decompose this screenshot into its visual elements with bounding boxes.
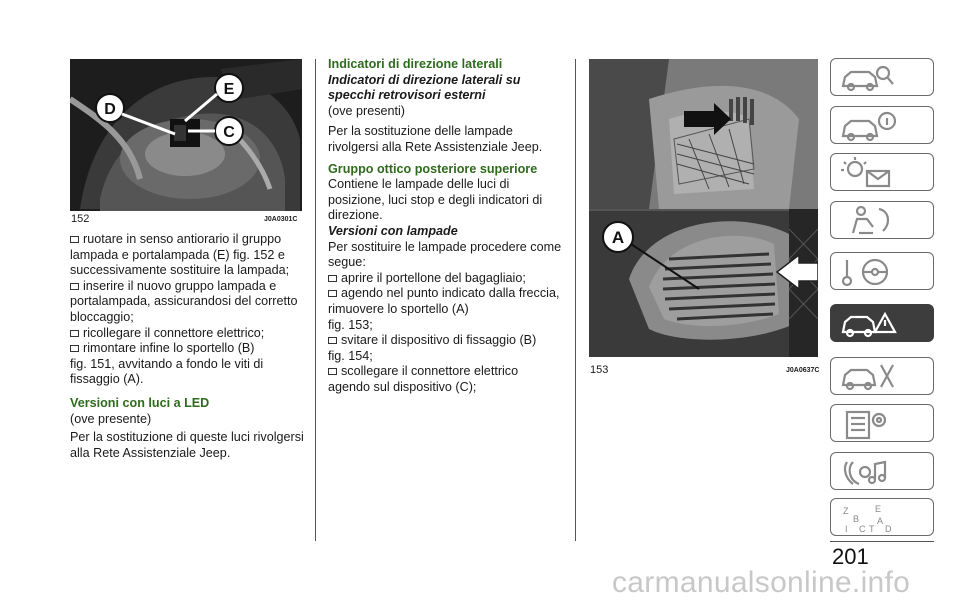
warning-lights-icon [839, 157, 899, 189]
column-1 [70, 232, 304, 467]
steering-wheel-icon [839, 256, 899, 288]
bullet-icon [328, 275, 337, 282]
column-divider-1 [315, 59, 316, 541]
list-item: ruotare in senso antiorario il gruppo lampada e portalampada (E) fig. 152 e successivamente sostituire la lampada; [70, 232, 290, 278]
list-item-continuation: fig. 154; [328, 348, 373, 363]
svg-text:A: A [877, 516, 884, 526]
airbag-seat-icon [839, 205, 899, 237]
svg-text:E: E [875, 504, 882, 514]
bullet-icon [328, 337, 337, 344]
nav-tab-multimedia[interactable] [830, 452, 934, 490]
svg-text:D: D [885, 524, 892, 534]
bullet-icon [70, 345, 79, 352]
list-item: svitare il dispositivo di fissaggio (B) [328, 333, 562, 349]
list-item-continuation: fig. 151, avvitando a fondo le viti di fissaggio (A). [70, 356, 264, 387]
nav-tab-emergency[interactable] [830, 304, 934, 342]
section-heading-led: Versioni con luci a LED [70, 395, 210, 410]
figure-152-code: J0A0301C [264, 216, 298, 223]
multimedia-icon [839, 456, 899, 488]
car-tools-icon [839, 361, 899, 393]
list-item: aprire il portellone del bagagliaio; [328, 271, 562, 287]
section-heading-rear-upper-cluster: Gruppo ottico posteriore superiore [328, 161, 538, 176]
car-search-icon [839, 62, 899, 94]
list-item: agendo nel punto indicato dalla freccia, rimuovere lo sportello (A) [328, 286, 560, 316]
subheading-mirror-indicators: Indicatori di direzione laterali su specchi retrovisori esterni [328, 72, 521, 103]
led-note: (ove presente) [70, 411, 152, 426]
nav-tab-index[interactable] [830, 498, 934, 536]
svg-text:T: T [869, 524, 875, 534]
bullet-icon [70, 283, 79, 290]
column-divider-2 [575, 59, 576, 541]
figure-153-label-a: A [611, 228, 625, 247]
bullet-icon [328, 368, 337, 375]
svg-text:C: C [859, 524, 866, 534]
list-item: scollegare il connettore elettrico agendo sul dispositivo (C); [328, 364, 519, 394]
rear-cluster-text: Contiene le lampade delle luci di posizione, luci stop e degli indicatori di direzione. [328, 177, 543, 223]
car-info-icon [839, 110, 899, 142]
car-emergency-icon [839, 308, 899, 340]
nav-tab-car-tools[interactable] [830, 357, 934, 395]
bullet-icon [70, 330, 79, 337]
lateral-indicators-text: Per la sostituzione delle lampade rivolgersi alla Rete Assistenziale Jeep. [328, 124, 543, 154]
svg-text:Z: Z [843, 506, 849, 516]
list-item: rimontare infine lo sportello (B) [70, 341, 304, 357]
figure-152-label-e: E [223, 81, 235, 98]
page-number: 201 [832, 544, 869, 569]
figure-152-number: 152 [71, 213, 90, 225]
subheading-bulb-versions: Versioni con lampade [328, 223, 458, 238]
section-heading-lateral-indicators: Indicatori di direzione laterali [328, 57, 503, 71]
led-text: Per la sostituzione di queste luci rivolgersi alla Rete Assistenziale Jeep. [70, 430, 304, 460]
figure-153-number: 153 [590, 364, 609, 376]
nav-tab-car-info[interactable] [830, 106, 934, 144]
note-where-present: (ove presenti) [328, 103, 405, 118]
svg-text:B: B [853, 514, 860, 524]
specs-gear-icon [839, 408, 899, 440]
bottom-rule [830, 541, 934, 542]
procedure-intro: Per sostituire le lampade procedere come segue: [328, 239, 562, 270]
list-item-continuation: fig. 153; [328, 317, 373, 332]
index-letters-icon [839, 502, 899, 534]
watermark: carmanualsonline.info [612, 566, 911, 599]
figure-152-label-d: D [104, 101, 116, 118]
figure-152-image [70, 59, 302, 211]
nav-tab-warning-lights[interactable] [830, 153, 934, 191]
bullet-icon [70, 236, 79, 243]
nav-tab-car-search[interactable] [830, 58, 934, 96]
figure-153-code: J0A0637C [786, 367, 820, 374]
bullet-icon [328, 290, 337, 297]
nav-tab-specs[interactable] [830, 404, 934, 442]
figure-153-image [589, 59, 818, 357]
column-2 [328, 57, 562, 395]
list-item: inserire il nuovo gruppo lampada e portalampada, assicurandosi del corretto bloccaggio; [70, 278, 298, 324]
nav-tab-steering[interactable] [830, 252, 934, 290]
figure-152-label-c: C [223, 124, 235, 141]
svg-text:I: I [845, 524, 848, 534]
list-item: ricollegare il connettore elettrico; [70, 326, 304, 342]
nav-tab-airbag-seat[interactable] [830, 201, 934, 239]
